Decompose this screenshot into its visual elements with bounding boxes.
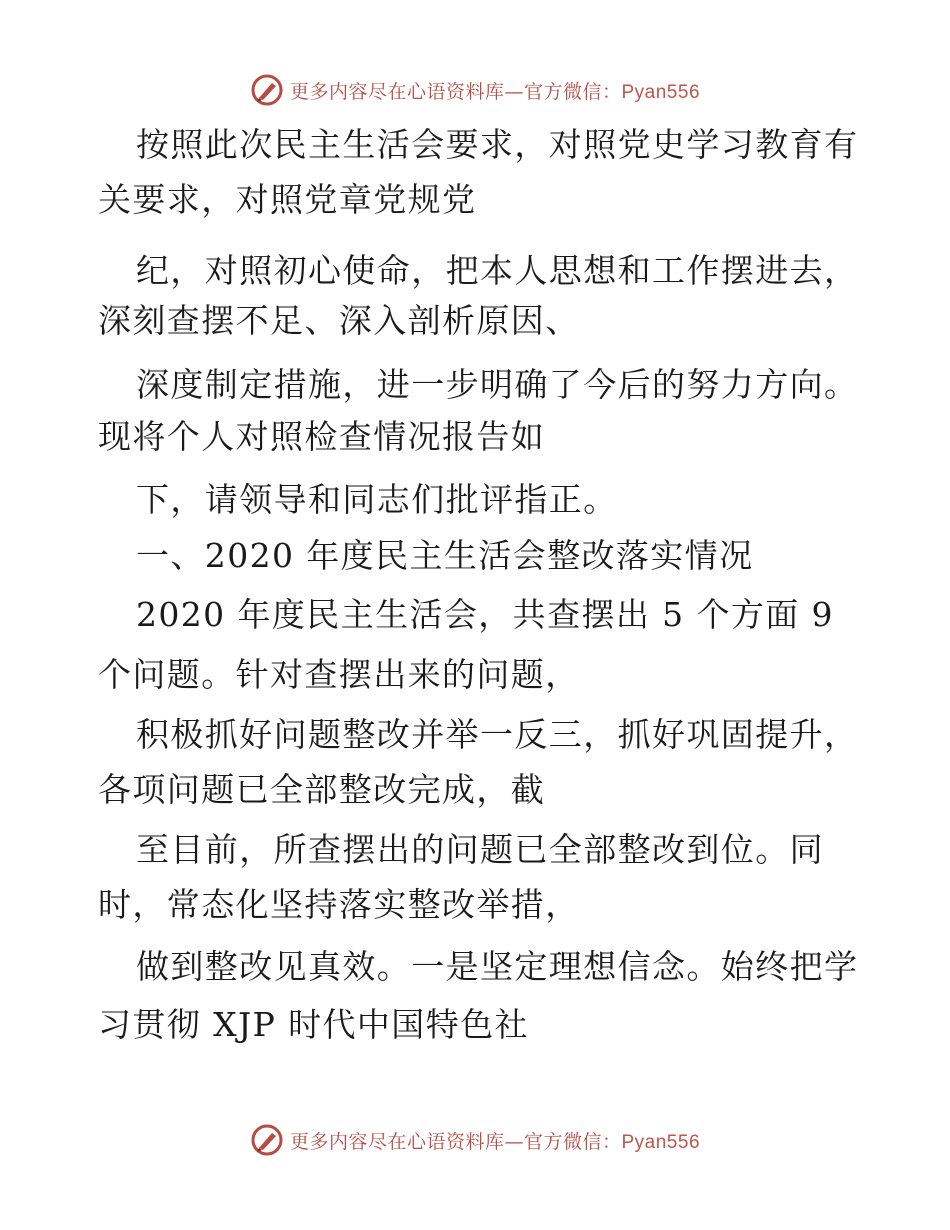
- body-line: 2020 年度民主生活会，共查摆出 5 个方面 9: [136, 595, 834, 634]
- section-heading: 一、2020 年度民主生活会整改落实情况: [136, 536, 754, 575]
- body-line: 下，请领导和同志们批评指正。: [136, 480, 618, 519]
- body-line: 关要求，对照党章党规党: [98, 180, 477, 219]
- body-line: 做到整改见真效。一是坚定理想信念。始终把学: [136, 947, 859, 986]
- header-banner-handle: Pyan556: [621, 81, 701, 103]
- header-banner: [0, 70, 950, 110]
- footer-banner: [0, 1120, 950, 1160]
- header-banner-text: 更多内容尽在心语资料库—官方微信：Pyan556: [289, 80, 701, 103]
- body-line: 各项问题已全部整改完成，截: [98, 770, 546, 809]
- body-line: 按照此次民主生活会要求，对照党史学习教育有: [136, 125, 859, 164]
- body-line: 时，常态化坚持落实整改举措，: [98, 885, 580, 924]
- body-line: 至目前，所查摆出的问题已全部整改到位。同: [136, 830, 824, 869]
- pen-logo-icon: [250, 1123, 284, 1157]
- body-line: 深度制定措施，进一步明确了今后的努力方向。: [136, 365, 859, 404]
- body-line: 深刻查摆不足、深入剖析原因、: [98, 301, 580, 340]
- body-line: 现将个人对照检查情况报告如: [98, 417, 546, 456]
- body-line: 积极抓好问题整改并举一反三，抓好巩固提升，: [136, 715, 859, 754]
- body-line: 纪，对照初心使命，把本人思想和工作摆进去，: [136, 251, 859, 290]
- pen-logo-icon: [250, 73, 284, 107]
- body-line: 习贯彻 XJP 时代中国特色社: [98, 1005, 529, 1044]
- body-line: 个问题。针对查摆出来的问题，: [98, 655, 580, 694]
- footer-banner-handle: Pyan556: [621, 1131, 701, 1153]
- footer-banner-text: 更多内容尽在心语资料库—官方微信：Pyan556: [289, 1130, 701, 1153]
